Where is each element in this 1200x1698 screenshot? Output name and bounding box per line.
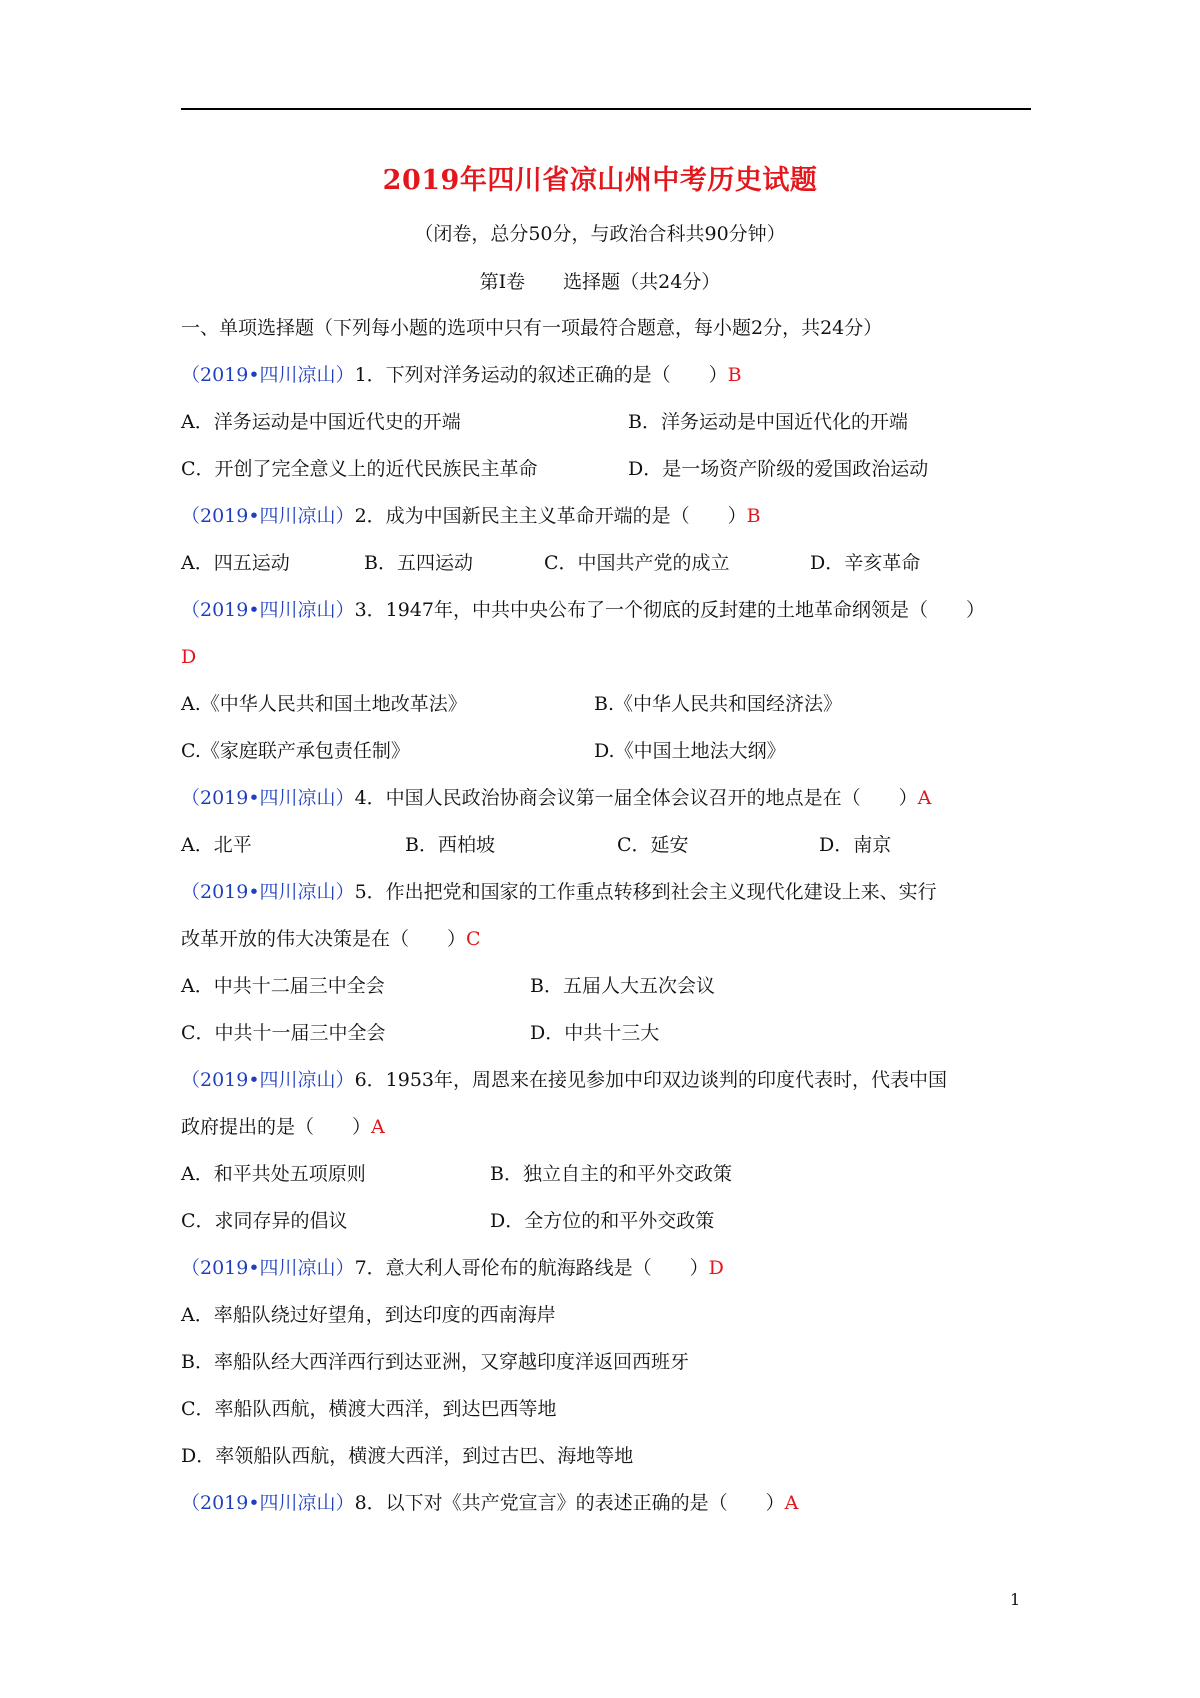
option: C．求同存异的倡议 [181, 1210, 348, 1232]
option: D．南京 [819, 834, 892, 856]
question-3 [181, 597, 1031, 623]
question-stem: 改革开放的伟大决策是在（ ） [181, 928, 467, 950]
exam-subtitle: （闭卷，总分50分，与政治合科共90分钟） [414, 223, 786, 245]
option: C．中国共产党的成立 [544, 552, 730, 574]
question-stem: 8．以下对《共产党宣言》的表述正确的是（ ） [354, 1492, 785, 1514]
question-source: （2019•四川凉山） [181, 1069, 355, 1091]
question-stem: 3．1947年，中共中央公布了一个彻底的反封建的土地革命纲领是（ ） [354, 599, 986, 621]
option: C.《家庭联产承包责任制》 [181, 740, 410, 762]
question-8 [181, 1490, 1031, 1516]
option: B．独立自主的和平外交政策 [490, 1163, 732, 1185]
question-stem-continued [181, 1114, 1031, 1140]
section-heading: 一、单项选择题（下列每小题的选项中只有一项最符合题意，每小题2分，共24分） [181, 317, 883, 339]
answer-key: D [708, 1257, 724, 1279]
option: C．延安 [617, 834, 689, 856]
option: A．和平共处五项原则 [181, 1163, 366, 1185]
question-2 [181, 503, 1031, 529]
question-4 [181, 785, 1031, 811]
question-6 [181, 1067, 1031, 1093]
option: A．率船队绕过好望角，到达印度的西南海岸 [181, 1304, 556, 1326]
question-source: （2019•四川凉山） [181, 787, 355, 809]
page-number: 1 [1010, 1590, 1021, 1609]
option: B.《中华人民共和国经济法》 [594, 693, 843, 715]
option: B．洋务运动是中国近代化的开端 [628, 411, 908, 433]
option: C．中共十一届三中全会 [181, 1022, 386, 1044]
question-stem: 1．下列对洋务运动的叙述正确的是（ ） [354, 364, 728, 386]
question-source: （2019•四川凉山） [181, 881, 355, 903]
question-stem-continued [181, 926, 1031, 952]
answer-key: D [181, 646, 197, 668]
question-stem: 7．意大利人哥伦布的航海路线是（ ） [354, 1257, 709, 1279]
answer-key: A [371, 1116, 385, 1138]
question-stem: 政府提出的是（ ） [181, 1116, 372, 1138]
answer-key: A [917, 787, 932, 809]
answer-key: A [784, 1492, 799, 1514]
option: A.《中华人民共和国土地改革法》 [181, 693, 467, 715]
question-stem: 2．成为中国新民主主义革命开端的是（ ） [354, 505, 747, 527]
option: C．开创了完全意义上的近代民族民主革命 [181, 458, 538, 480]
question-source: （2019•四川凉山） [181, 599, 355, 621]
option: C．率船队西航，横渡大西洋，到达巴西等地 [181, 1398, 557, 1420]
question-7 [181, 1255, 1031, 1281]
page-title: 2019年四川省凉山州中考历史试题 [382, 165, 818, 196]
volume-heading: 第Ⅰ卷 选择题（共24分） [479, 271, 721, 293]
answer-key: C [466, 928, 481, 950]
option: B．五四运动 [364, 552, 473, 574]
header-rule [181, 108, 1031, 110]
option: B．西柏坡 [405, 834, 495, 856]
question-stem: 4．中国人民政治协商会议第一届全体会议召开的地点是在（ ） [354, 787, 918, 809]
option: A．中共十二届三中全会 [181, 975, 385, 997]
option: B．五届人大五次会议 [530, 975, 715, 997]
answer-line [181, 644, 1031, 670]
question-stem: 6．1953年，周恩来在接见参加中印双边谈判的印度代表时，代表中国 [354, 1069, 948, 1091]
question-source: （2019•四川凉山） [181, 1257, 355, 1279]
question-source: （2019•四川凉山） [181, 1492, 355, 1514]
answer-key: B [746, 505, 761, 527]
option: D.《中国土地法大纲》 [594, 740, 786, 762]
option: D．是一场资产阶级的爱国政治运动 [628, 458, 929, 480]
option: D．全方位的和平外交政策 [490, 1210, 715, 1232]
question-1 [181, 362, 1031, 388]
answer-key: B [727, 364, 742, 386]
question-source: （2019•四川凉山） [181, 364, 355, 386]
option: D．率领船队西航，横渡大西洋，到过古巴、海地等地 [181, 1445, 634, 1467]
option: D．中共十三大 [530, 1022, 660, 1044]
option: A．四五运动 [181, 552, 290, 574]
option: B．率船队经大西洋西行到达亚洲，又穿越印度洋返回西班牙 [181, 1351, 689, 1373]
option: A．洋务运动是中国近代史的开端 [181, 411, 461, 433]
question-stem: 5．作出把党和国家的工作重点转移到社会主义现代化建设上来、实行 [354, 881, 937, 903]
option: A．北平 [181, 834, 252, 856]
option: D．辛亥革命 [810, 552, 921, 574]
question-source: （2019•四川凉山） [181, 505, 355, 527]
question-5 [181, 879, 1031, 905]
